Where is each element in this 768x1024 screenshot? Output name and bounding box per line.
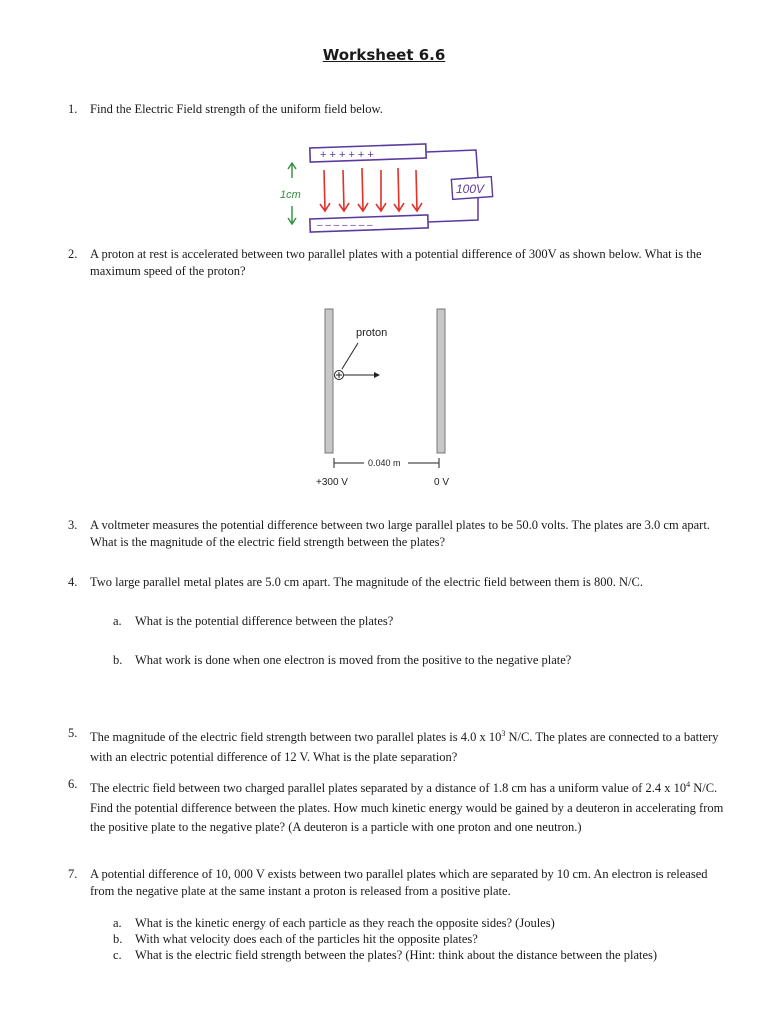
- exponent: 3: [501, 729, 506, 738]
- question-text: The magnitude of the electric field strength between two parallel plates is 4.0 x $10^3$ N/C. The plates are connected to a battery with an electric potential difference of 12 V. What is the plate separation?: [90, 729, 719, 764]
- wire: [428, 198, 478, 222]
- proton-label: proton: [356, 327, 388, 339]
- question-number: 2.: [68, 247, 78, 261]
- question-text: Find the Electric Field strength of the uniform field below.: [90, 102, 383, 116]
- part-text: With what velocity does each of the particles hit the opposite plates?: [135, 932, 478, 946]
- question-text: A potential difference of 10, 000 V exists between two parallel plates which are separated by 10 cm. An electron is released from the negative plate at the same instant a proton is released from a positive plate.: [90, 867, 708, 898]
- part-letter: c.: [113, 948, 122, 962]
- question-text: A proton at rest is accelerated between two parallel plates with a potential difference of 300V as shown below. What is the maximum speed of the proton?: [90, 247, 702, 278]
- positive-signs: + + + + + +: [320, 149, 374, 161]
- right-plate: [437, 309, 445, 453]
- part-letter: a.: [113, 614, 122, 628]
- velocity-arrowhead: [374, 372, 380, 378]
- question-text: The electric field between two charged parallel plates separated by a distance of 1.8 cm has a uniform value of 2.4 x $10^4$ N/C. Find the potential difference between the plates. How much kinetic energy would be gained by a deuteron in accelerating from the positive plate to the negative plate? (A deuteron is a particle with one proton and one neutron.): [90, 780, 724, 835]
- left-voltage-label: +300 V: [316, 477, 348, 488]
- worksheet-title: Worksheet 6.6: [322, 46, 446, 64]
- right-voltage-label: 0 V: [434, 477, 450, 488]
- part-text: What work is done when one electron is moved from the positive to the negative plate?: [135, 653, 572, 667]
- field-arrows: [320, 168, 422, 211]
- distance-label: 0.040 m: [368, 458, 401, 468]
- question-number: 1.: [68, 102, 78, 116]
- left-plate: [325, 309, 333, 453]
- part-letter: b.: [113, 932, 123, 946]
- question-number: 7.: [68, 867, 78, 881]
- negative-signs: – – – – – – –: [317, 220, 373, 231]
- exponent: 4: [686, 780, 691, 789]
- uniform-field-diagram: [270, 138, 510, 238]
- part-text: What is the kinetic energy of each particle as they reach the opposite sides? (Joules): [135, 916, 555, 930]
- part-letter: a.: [113, 916, 122, 930]
- proton-plates-diagram: [306, 305, 476, 495]
- part-text: What is the electric field strength between the plates? (Hint: think about the distance between the plates): [135, 948, 658, 962]
- question-number: 4.: [68, 575, 78, 589]
- question-text: Two large parallel metal plates are 5.0 cm apart. The magnitude of the electric field between them is 800. N/C.: [90, 575, 643, 589]
- proton-pointer: [342, 343, 358, 369]
- question-number: 6.: [68, 777, 78, 791]
- part-text: What is the potential difference between the plates?: [135, 614, 394, 628]
- distance-label: 1cm: [280, 189, 301, 201]
- question-text: A voltmeter measures the potential difference between two large parallel plates to be 50.0 volts. The plates are 3.0 cm apart. What is the magnitude of the electric field strength between the plates?: [90, 518, 710, 549]
- question-number: 3.: [68, 518, 78, 532]
- battery-label: 100V: [456, 182, 485, 196]
- wire: [426, 150, 478, 178]
- part-letter: b.: [113, 653, 123, 667]
- question-number: 5.: [68, 726, 78, 740]
